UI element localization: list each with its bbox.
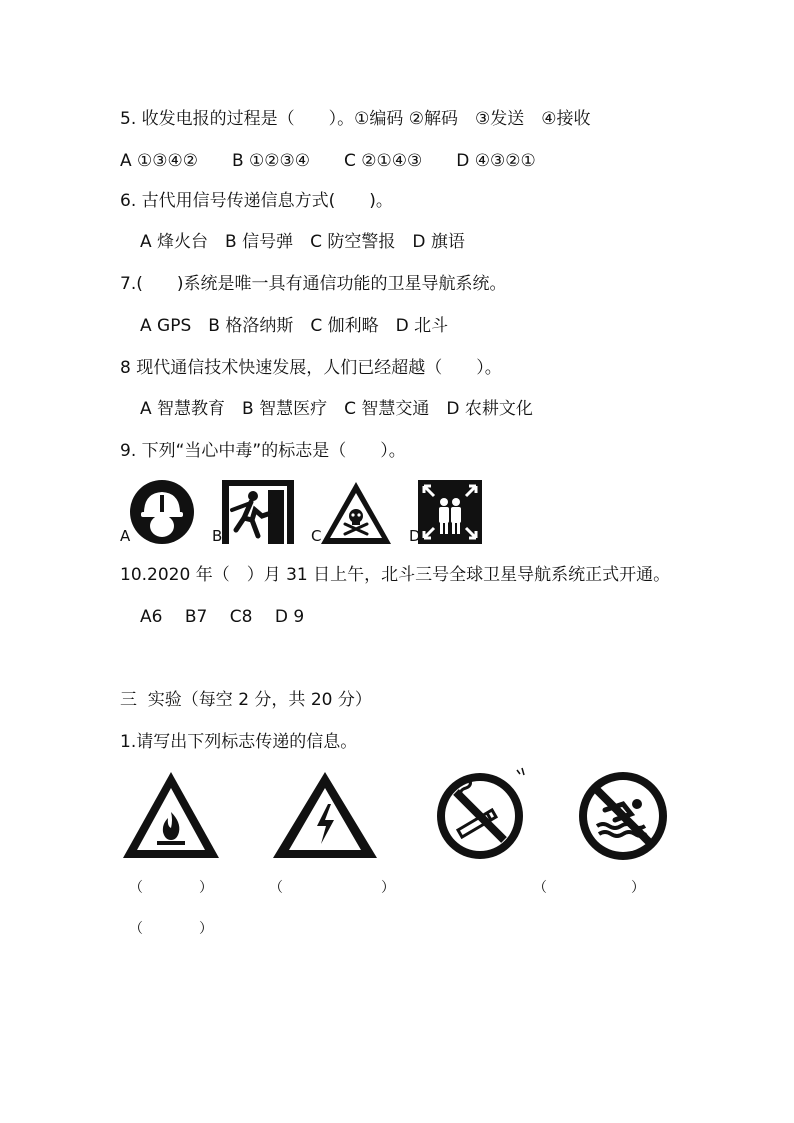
no-swimming-sign-icon (575, 770, 671, 862)
q8-stem: 8 现代通信技术快速发展，人们已经超越（ ）。 (120, 358, 502, 378)
poison-warning-sign-icon (319, 480, 393, 546)
section3-q1: 1.请写出下列标志传递的信息。 (120, 732, 358, 752)
no-smoking-sign-icon (432, 766, 532, 862)
answer-blank-2[interactable]: （ ） (269, 880, 395, 896)
option-label-b: B (212, 527, 223, 545)
q10-stem: 10.2020 年（ ）月 31 日上午，北斗三号全球卫星导航系统正式开通。 (120, 565, 671, 585)
q6-stem: 6. 古代用信号传递信息方式( )。 (120, 191, 393, 211)
q7-options: A GPS B 格洛纳斯 C 伽利略 D 北斗 (140, 316, 449, 336)
q10-options: A6 B7 C8 D 9 (140, 607, 305, 627)
electric-shock-warning-sign-icon (271, 770, 379, 860)
assembly-point-sign-icon (418, 480, 482, 544)
q5-stem: 5. 收发电报的过程是（ ）。①编码 ②解码 ③发送 ④接收 (120, 109, 591, 129)
flammable-warning-sign-icon (121, 770, 221, 860)
hard-hat-sign-icon (129, 479, 195, 545)
option-label-d: D (409, 527, 421, 545)
answer-blank-3[interactable]: （ ） (533, 880, 645, 896)
q7-stem: 7.( )系统是唯一具有通信功能的卫星导航系统。 (120, 274, 507, 294)
option-label-a: A (120, 527, 131, 545)
q6-options: A 烽火台 B 信号弹 C 防空警报 D 旗语 (140, 232, 465, 252)
section3-title: 三 实验（每空 2 分，共 20 分） (120, 690, 372, 710)
answer-blank-4[interactable]: （ ） (129, 921, 213, 937)
option-label-c: C (311, 527, 322, 545)
q9-stem: 9. 下列“当心中毒”的标志是（ ）。 (120, 441, 406, 461)
q8-options: A 智慧教育 B 智慧医疗 C 智慧交通 D 农耕文化 (140, 399, 533, 419)
q5-options: A ①③④② B ①②③④ C ②①④③ D ④③②① (120, 151, 536, 171)
answer-blank-1[interactable]: （ ） (129, 880, 213, 896)
emergency-exit-sign-icon (222, 480, 294, 544)
